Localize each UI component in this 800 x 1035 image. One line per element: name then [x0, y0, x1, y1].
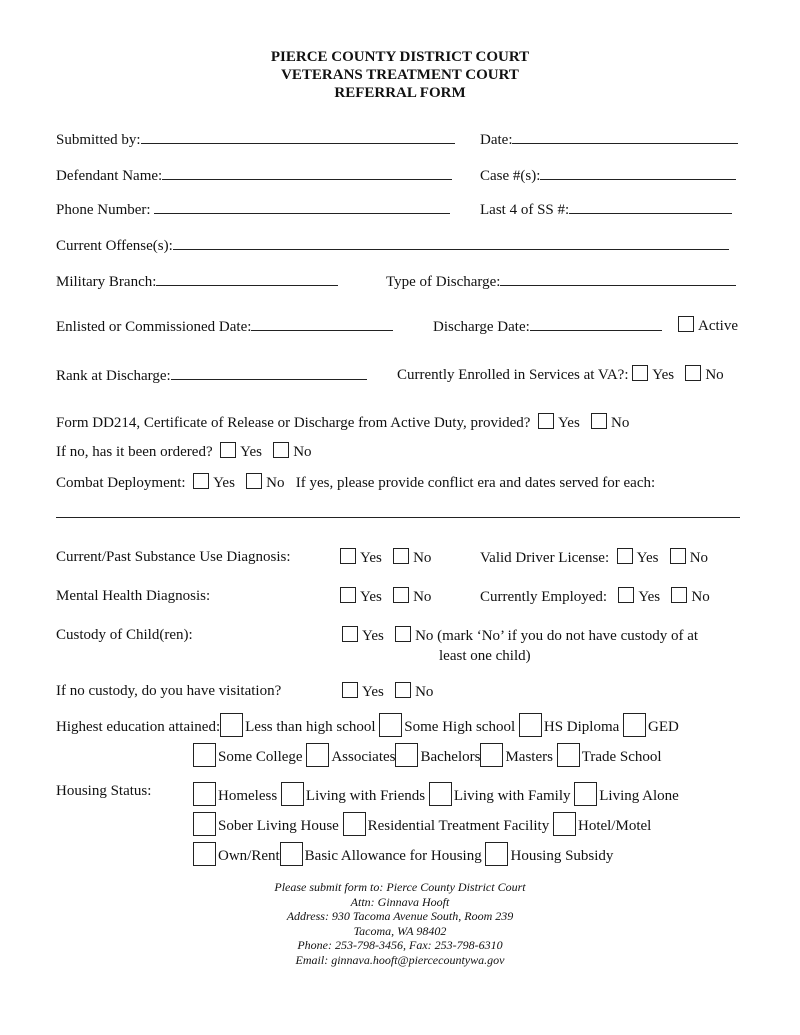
housing-checkbox[interactable]	[553, 812, 576, 836]
driver-license-label: Valid Driver License:	[480, 550, 610, 566]
substance-label: Current/Past Substance Use Diagnosis:	[56, 549, 291, 565]
housing-checkbox[interactable]	[281, 782, 304, 806]
education-option: Less than high school	[245, 719, 376, 735]
education-option: Bachelors	[420, 749, 481, 765]
phone-number-label: Phone Number:	[56, 202, 151, 218]
education-option: Masters	[505, 749, 553, 765]
date-field[interactable]	[512, 129, 738, 144]
housing-option: Residential Treatment Facility	[367, 818, 550, 834]
housing-checkbox[interactable]	[429, 782, 452, 806]
education-option: Associates	[331, 749, 396, 765]
education-checkbox[interactable]	[623, 713, 646, 737]
employed-yes-checkbox[interactable]	[618, 587, 634, 603]
submitted-by-label: Submitted by:	[56, 132, 141, 148]
custody-no-checkbox[interactable]	[395, 626, 411, 642]
ordered-label: If no, has it been ordered?	[56, 444, 213, 460]
no-label: No	[413, 550, 432, 566]
yes-label: Yes	[240, 444, 262, 460]
last4-ss-field[interactable]	[569, 199, 732, 214]
defendant-name-label: Defendant Name:	[56, 168, 163, 184]
no-label: No	[266, 475, 285, 491]
license-no-checkbox[interactable]	[670, 548, 686, 564]
type-of-discharge-field[interactable]	[500, 271, 736, 286]
yes-label: Yes	[362, 684, 384, 700]
education-checkbox[interactable]	[480, 743, 503, 767]
custody-no-note: No (mark ‘No’ if you do not have custody of at	[415, 628, 699, 644]
visitation-no-checkbox[interactable]	[395, 682, 411, 698]
housing-option: Hotel/Motel	[577, 818, 652, 834]
visitation-label: If no custody, do you have visitation?	[56, 683, 282, 699]
substance-yes-checkbox[interactable]	[340, 548, 356, 564]
education-checkbox[interactable]	[379, 713, 402, 737]
education-option: GED	[648, 719, 679, 735]
program-name: VETERANS TREATMENT COURT	[281, 67, 519, 83]
last4-ss-label: Last 4 of SS #:	[480, 202, 570, 218]
housing-option: Living with Friends	[305, 788, 426, 804]
date-label: Date:	[480, 132, 513, 148]
no-label: No	[689, 550, 709, 566]
enrolled-va-no-checkbox[interactable]	[685, 365, 701, 381]
yes-label: Yes	[638, 589, 661, 605]
housing-checkbox[interactable]	[280, 842, 303, 866]
housing-checkbox[interactable]	[574, 782, 597, 806]
mental-yes-checkbox[interactable]	[340, 587, 356, 603]
housing-option: Homeless	[218, 788, 278, 804]
housing-checkbox[interactable]	[485, 842, 508, 866]
education-option: Some High school	[404, 719, 516, 735]
active-label: Active	[698, 318, 738, 334]
type-of-discharge-label: Type of Discharge:	[386, 274, 501, 290]
ordered-yes-checkbox[interactable]	[220, 442, 236, 458]
no-label: No	[293, 444, 312, 460]
phone-number-field[interactable]	[154, 199, 450, 214]
current-offenses-label: Current Offense(s):	[56, 238, 173, 254]
education-checkbox[interactable]	[519, 713, 542, 737]
form-title: REFERRAL FORM	[334, 85, 466, 101]
ordered-no-checkbox[interactable]	[273, 442, 289, 458]
yes-label: Yes	[636, 550, 659, 566]
custody-note-continued: least one child)	[439, 648, 531, 664]
housing-checkbox[interactable]	[343, 812, 366, 836]
discharge-date-label: Discharge Date:	[433, 319, 530, 335]
military-branch-field[interactable]	[156, 271, 338, 286]
housing-option: Own/Rent	[218, 848, 280, 864]
attention-line: Attn: Ginnava Hooft	[350, 894, 450, 909]
no-label: No	[691, 589, 710, 605]
case-numbers-label: Case #(s):	[480, 168, 541, 184]
license-yes-checkbox[interactable]	[617, 548, 633, 564]
mental-health-label: Mental Health Diagnosis:	[56, 588, 211, 604]
education-checkbox[interactable]	[306, 743, 329, 767]
submit-instructions: Please submit form to: Pierce County District Court	[274, 880, 526, 894]
education-checkbox[interactable]	[395, 743, 418, 767]
no-label: No	[705, 367, 724, 383]
enlisted-date-label: Enlisted or Commissioned Date:	[56, 319, 252, 335]
yes-label: Yes	[360, 589, 382, 605]
defendant-name-field[interactable]	[162, 165, 452, 180]
housing-checkbox[interactable]	[193, 782, 216, 806]
no-label: No	[415, 684, 434, 700]
custody-label: Custody of Child(ren):	[56, 627, 193, 643]
discharge-date-field[interactable]	[530, 316, 662, 331]
email-line: Email: ginnava.hooft@piercecountywa.gov	[295, 953, 505, 967]
visitation-yes-checkbox[interactable]	[342, 682, 358, 698]
yes-label: Yes	[652, 367, 675, 383]
custody-yes-checkbox[interactable]	[342, 626, 358, 642]
education-option: HS Diploma	[543, 719, 620, 735]
current-offenses-field[interactable]	[173, 235, 729, 250]
education-checkbox[interactable]	[557, 743, 580, 767]
housing-option: Housing Subsidy	[510, 848, 614, 864]
mental-no-checkbox[interactable]	[393, 587, 409, 603]
combat-yes-checkbox[interactable]	[193, 473, 209, 489]
no-label: No	[611, 415, 630, 431]
dd214-yes-checkbox[interactable]	[538, 413, 554, 429]
housing-option: Living with Family	[453, 788, 571, 804]
rank-label: Rank at Discharge:	[56, 368, 171, 384]
housing-option: Basic Allowance for Housing	[304, 848, 482, 864]
housing-option: Sober Living House	[218, 818, 339, 834]
city-line: Tacoma, WA 98402	[353, 923, 447, 938]
active-checkbox[interactable]	[678, 316, 694, 332]
housing-option: Living Alone	[599, 788, 679, 804]
military-branch-label: Military Branch:	[56, 274, 157, 290]
dd214-label: Form DD214, Certificate of Release or Discharge from Active Duty, provided?	[56, 415, 531, 431]
no-label: No	[413, 589, 432, 605]
dd214-no-checkbox[interactable]	[591, 413, 607, 429]
housing-checkbox[interactable]	[193, 842, 216, 866]
enrolled-va-yes-checkbox[interactable]	[632, 365, 648, 381]
enrolled-va-label: Currently Enrolled in Services at VA?:	[397, 367, 629, 383]
combat-note: If yes, please provide conflict era and dates served for each:	[295, 475, 656, 491]
address-line: Address: 930 Tacoma Avenue South, Room 239	[286, 909, 514, 924]
yes-label: Yes	[360, 550, 382, 566]
court-name: PIERCE COUNTY DISTRICT COURT	[270, 49, 530, 65]
rank-field[interactable]	[171, 365, 367, 380]
education-option: Trade School	[581, 749, 662, 765]
housing-label: Housing Status:	[56, 783, 152, 799]
housing-checkbox[interactable]	[193, 812, 216, 836]
conflict-era-field[interactable]	[56, 517, 740, 518]
yes-label: Yes	[362, 628, 384, 644]
combat-label: Combat Deployment:	[56, 475, 186, 491]
education-checkbox[interactable]	[220, 713, 243, 737]
substance-no-checkbox[interactable]	[393, 548, 409, 564]
education-option: Some College	[218, 749, 303, 765]
phone-fax-line: Phone: 253-798-3456, Fax: 253-798-6310	[297, 938, 503, 953]
yes-label: Yes	[213, 475, 235, 491]
case-numbers-field[interactable]	[540, 165, 736, 180]
employed-no-checkbox[interactable]	[671, 587, 687, 603]
yes-label: Yes	[557, 415, 580, 431]
submitted-by-field[interactable]	[141, 129, 455, 144]
education-checkbox[interactable]	[193, 743, 216, 767]
education-label: Highest education attained:	[56, 719, 221, 735]
combat-no-checkbox[interactable]	[246, 473, 262, 489]
enlisted-date-field[interactable]	[251, 316, 393, 331]
employed-label: Currently Employed:	[480, 589, 608, 605]
